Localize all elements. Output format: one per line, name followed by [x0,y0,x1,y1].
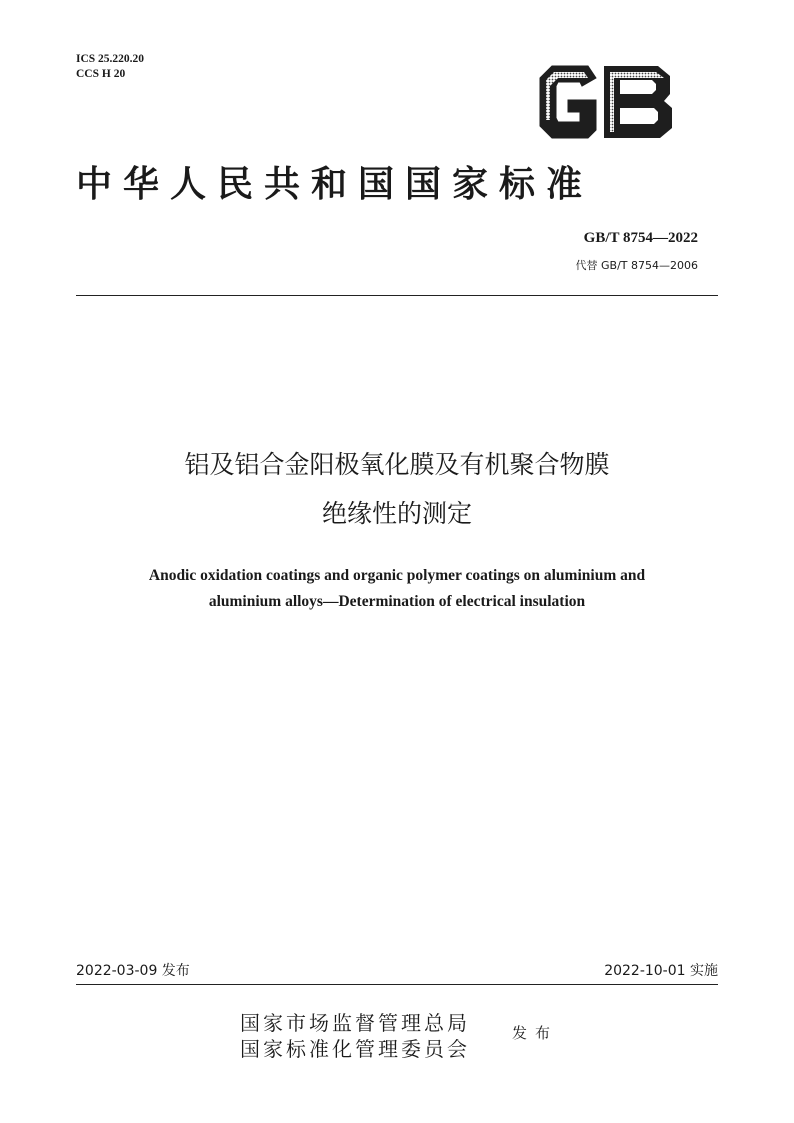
english-title-line-1: Anodic oxidation coatings and organic polymer coatings on aluminium and [148,567,646,584]
issuer-sac: 国家标准化管理委员会 [240,1037,470,1061]
issuer-samr: 国家市场监督管理总局 [240,1011,470,1035]
standard-number: GB/T 8754—2022 [583,230,698,246]
english-title-line-2: aluminium alloys—Determination of electrical insulation [208,593,586,610]
publish-label: 发布 [512,1024,559,1042]
classification-codes [76,52,144,82]
replaces-standard: 代替 GB/T 8754—2006 [575,259,698,272]
chinese-title-line-2: 绝缘性的测定 [321,499,472,528]
ics-code: ICS 25.220.20 [76,53,145,65]
chinese-title-line-1: 铝及铝合金阳极氧化膜及有机聚合物膜 [184,450,610,479]
gb-logo-icon [518,60,684,144]
ccs-code: CCS H 20 [76,68,126,80]
header-divider [76,295,718,296]
standard-category-title: 中华人民共和国国家标准 [76,164,594,205]
footer-divider [76,984,718,985]
implementation-date: 2022-10-01 实施 [604,963,718,979]
issue-date: 2022-03-09 发布 [76,963,190,979]
